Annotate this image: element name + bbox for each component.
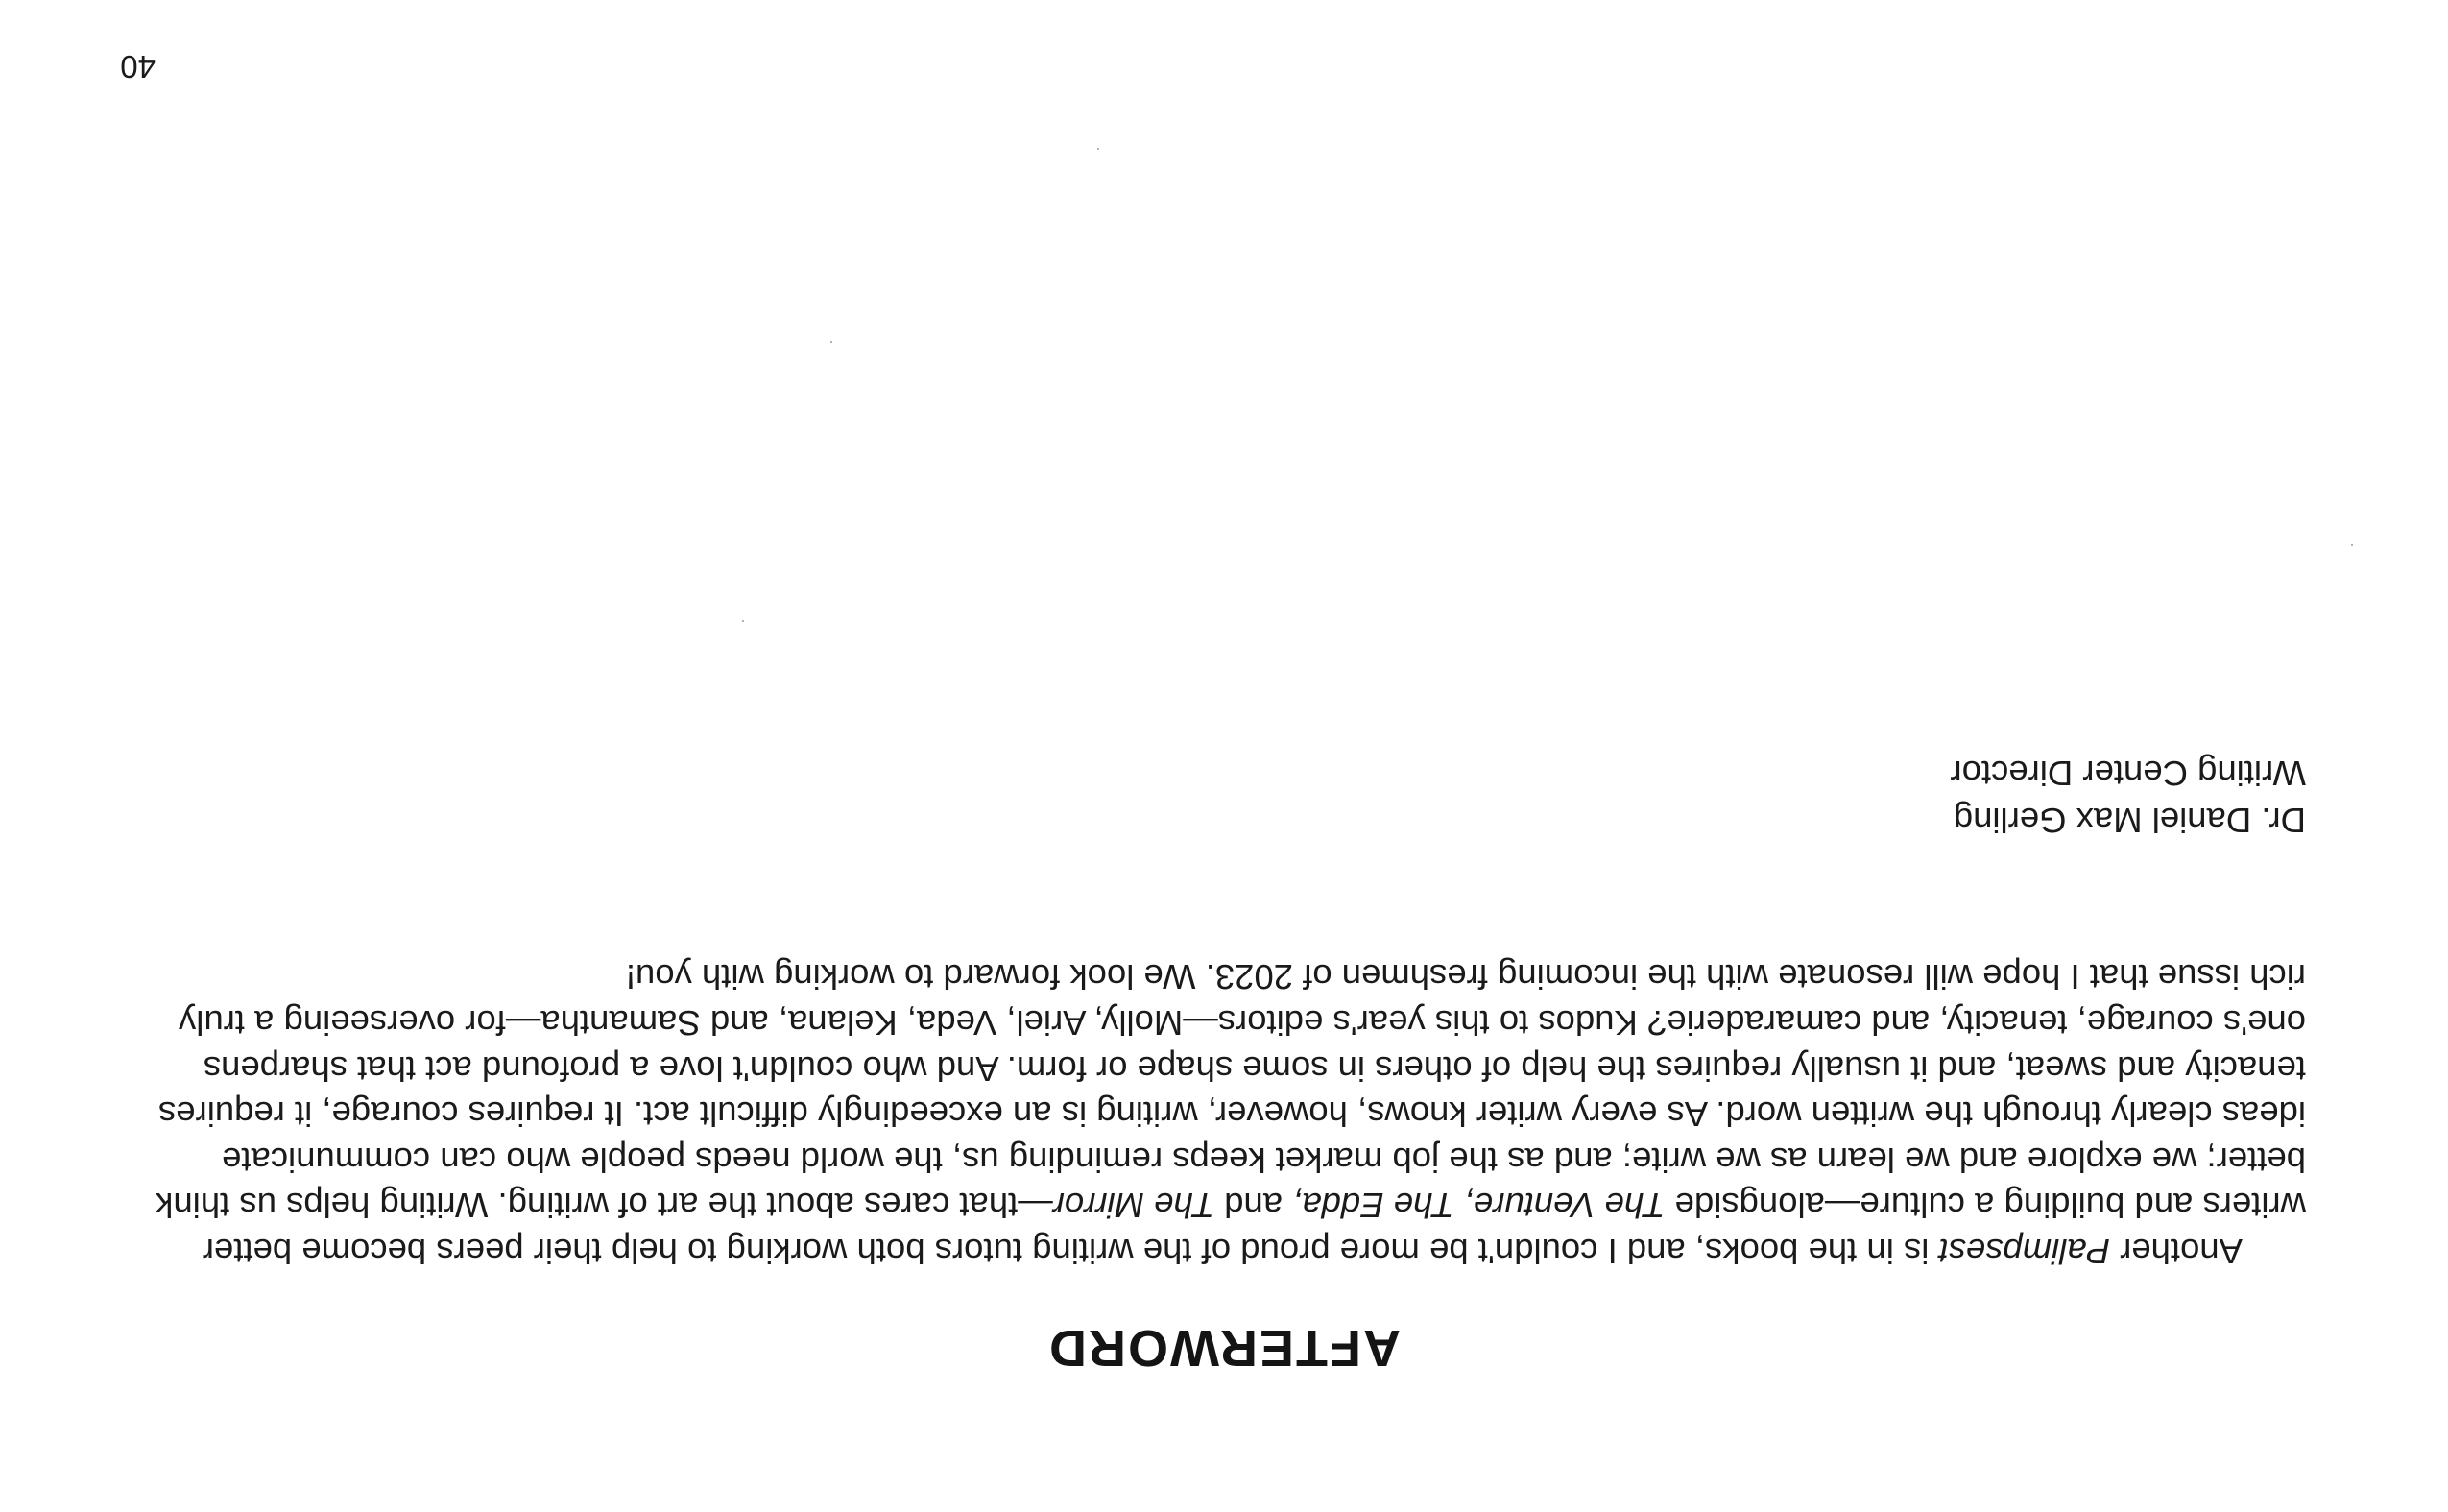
scan-speck <box>1097 148 1099 150</box>
paragraph-text: and <box>1214 1186 1293 1226</box>
italic-title-venture-edda: The Venture, The Edda, <box>1292 1186 1666 1226</box>
scan-speck <box>830 341 832 343</box>
page-title: AFTERWORD <box>1047 1319 1401 1377</box>
italic-title-palimpsest: Palimpsest <box>1938 1232 2111 1271</box>
signature-block <box>962 750 2306 844</box>
paragraph-text: —that cares about the art of writing. Writing helps us think better; we explore and we learn as we write; and as the job market keeps reminding us, the world needs people who can communicate ideas clearly through the written word. As every writer knows, however, writing is an exceedingly difficult act. It requires courage, it requires tenacity and sweat, and it usually requires the help of others in some shape or form. And who couldn't love a profound act that sharpens one's courage, tenacity, and camaraderie? Kudos to this year's editors—Molly, Ariel, Veda, Kelana, and Samantha—for overseeing a truly rich issue that I hope will resonate with the incoming freshmen of 2023. We look forward to working with you! <box>156 957 2306 1226</box>
signature-role: Writing Center Director <box>1950 754 2306 793</box>
signature-name: Dr. Daniel Max Gerling <box>1953 801 2306 840</box>
body-paragraph <box>136 954 2306 1274</box>
italic-title-mirror: The Mirror <box>1052 1186 1215 1226</box>
paragraph-text: is in the books, and I couldn't be more proud of the writing tutors both working to help their peers become better writers and building a culture—alongside <box>202 1186 2306 1271</box>
page-number: 40 <box>120 49 156 84</box>
scan-speck <box>2351 544 2353 546</box>
scan-speck <box>742 620 744 622</box>
paragraph-text: Another <box>2110 1232 2243 1271</box>
